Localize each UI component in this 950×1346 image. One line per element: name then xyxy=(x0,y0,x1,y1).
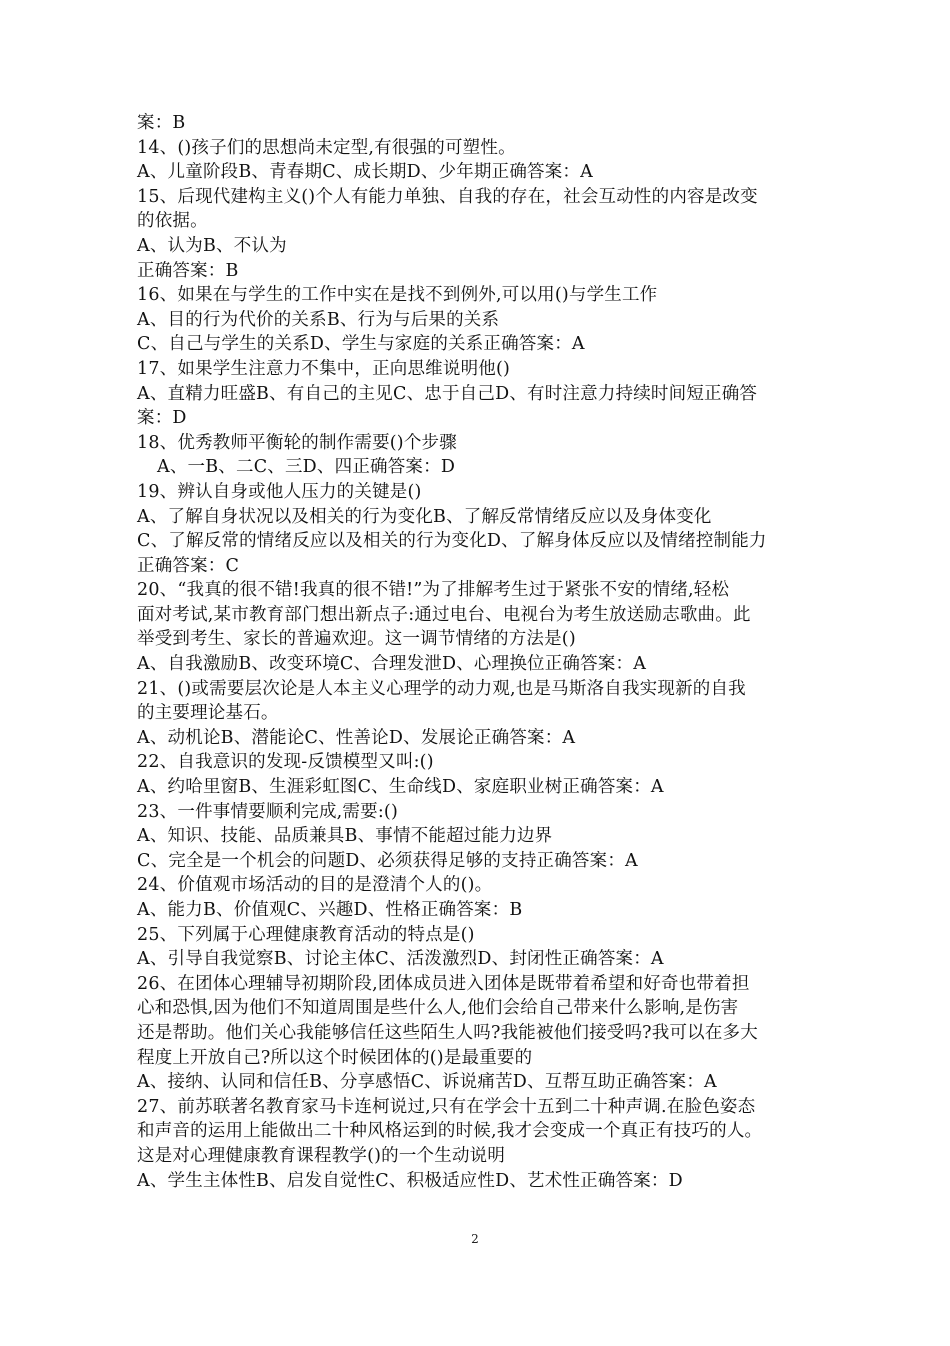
text-line: 这是对心理健康教育课程教学()的一个生动说明 xyxy=(137,1145,506,1166)
text-line: A、约哈里窗B、生涯彩虹图C、生命线D、家庭职业树正确答案：A xyxy=(137,777,664,798)
text-line: C、完全是一个机会的问题D、必须获得足够的支持正确答案：A xyxy=(137,850,638,871)
text-line: 20、“我真的很不错!我真的很不错!”为了排解考生过于紧张不安的情绪,轻松 xyxy=(137,580,730,601)
text-line: A、一B、二C、三D、四正确答案：D xyxy=(157,457,456,478)
text-line: 16、如果在与学生的工作中实在是找不到例外,可以用()与学生工作 xyxy=(137,285,658,306)
text-line: 26、在团体心理辅导初期阶段,团体成员进入团体是既带着希望和好奇也带着担 xyxy=(137,973,750,994)
text-line: 14、()孩子们的思想尚未定型,有很强的可塑性。 xyxy=(137,137,516,158)
text-line: A、接纳、认同和信任B、分享感悟C、诉说痛苦D、互帮互助正确答案：A xyxy=(137,1072,717,1093)
text-line: 正确答案：B xyxy=(137,260,239,281)
text-line: 的依据。 xyxy=(137,211,208,232)
text-line: A、了解自身状况以及相关的行为变化B、了解反常情绪反应以及身体变化 xyxy=(137,506,712,527)
text-line: 23、一件事情要顺利完成,需要:() xyxy=(137,801,398,822)
text-line: A、动机论B、潜能论C、性善论D、发展论正确答案：A xyxy=(137,727,576,748)
text-line: 还是帮助。他们关心我能够信任这些陌生人吗?我能被他们接受吗?我可以在多大 xyxy=(137,1022,758,1043)
text-line: 案：D xyxy=(137,408,187,429)
text-line: A、认为B、不认为 xyxy=(137,235,287,256)
text-line: 心和恐惧,因为他们不知道周围是些什么人,他们会给自己带来什么影响,是伤害 xyxy=(137,998,739,1019)
text-line: A、直精力旺盛B、有自己的主见C、忠于自己D、有时注意力持续时间短正确答 xyxy=(137,383,758,404)
page-number: 2 xyxy=(471,1232,479,1246)
text-line: A、自我激励B、改变环境C、合理发泄D、心理换位正确答案：A xyxy=(137,654,647,675)
text-line: A、引导自我觉察B、讨论主体C、活泼激烈D、封闭性正确答案：A xyxy=(137,949,664,970)
text-line: A、知识、技能、品质兼具B、事情不能超过能力边界 xyxy=(137,826,553,847)
text-line: 举受到考生、家长的普遍欢迎。这一调节情绪的方法是() xyxy=(137,629,576,650)
text-line: 15、后现代建构主义()个人有能力单独、自我的存在，社会互动性的内容是改变 xyxy=(137,186,758,207)
text-line: 21、()或需要层次论是人本主义心理学的动力观,也是马斯洛自我实现新的自我 xyxy=(137,678,746,699)
text-line: A、儿童阶段B、青春期C、成长期D、少年期正确答案：A xyxy=(137,162,593,183)
text-line: 19、辨认自身或他人压力的关键是() xyxy=(137,481,422,502)
text-line: 案：B xyxy=(137,113,186,133)
text-line: 25、下列属于心理健康教育活动的特点是() xyxy=(137,924,475,945)
text-line: 18、优秀教师平衡轮的制作需要()个步骤 xyxy=(137,432,457,453)
text-line: 17、如果学生注意力不集中，正向思维说明他() xyxy=(137,358,511,379)
text-line: 27、前苏联著名教育家马卡连柯说过,只有在学会十五到二十种声调.在脸色姿态 xyxy=(137,1096,756,1117)
text-line: 程度上开放自己?所以这个时候团体的()是最重要的 xyxy=(137,1047,533,1068)
text-line: C、自己与学生的关系D、学生与家庭的关系正确答案：A xyxy=(137,334,585,355)
text-line: 的主要理论基石。 xyxy=(137,703,279,724)
text-line: A、能力B、价值观C、兴趣D、性格正确答案：B xyxy=(137,900,523,920)
text-line: A、学生主体性B、启发自觉性C、积极适应性D、艺术性正确答案：D xyxy=(137,1170,683,1191)
document-body xyxy=(137,111,827,1193)
text-line: 面对考试,某市教育部门想出新点子:通过电台、电视台为考生放送励志歌曲。此 xyxy=(137,604,751,625)
text-line: A、目的行为代价的关系B、行为与后果的关系 xyxy=(137,309,500,330)
text-line: C、了解反常的情绪反应以及相关的行为变化D、了解身体反应以及情绪控制能力 xyxy=(137,531,767,552)
text-line: 和声音的运用上能做出二十种风格运到的时候,我才会变成一个真正有技巧的人。 xyxy=(137,1121,763,1142)
text-line: 24、价值观市场活动的目的是澄清个人的()。 xyxy=(137,875,493,896)
text-line: 22、自我意识的发现-反馈模型又叫:() xyxy=(137,752,434,773)
text-line: 正确答案：C xyxy=(137,555,240,576)
